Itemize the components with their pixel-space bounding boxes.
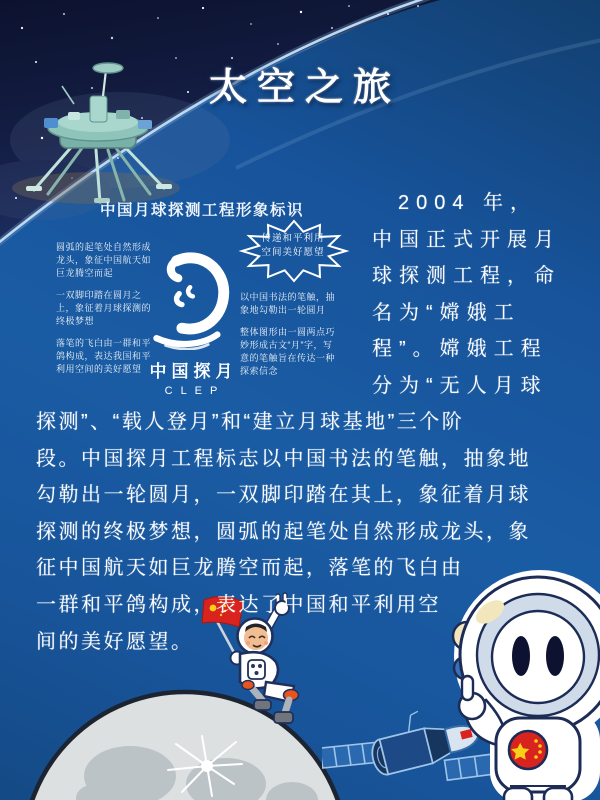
poster-title: 太空之旅: [208, 67, 401, 109]
mascot-leg-left: [504, 788, 532, 800]
text-line: 中国正式开展月: [372, 228, 561, 251]
note-text: 一双脚印踏在圆月之上，象征着月球探测的终极梦想: [56, 290, 152, 326]
text-line: 球探测工程，命: [372, 265, 561, 288]
text-line: 间的美好愿望。: [36, 630, 194, 653]
note-text: 圆弧的起笔处自然形成龙头，象征中国航天如巨龙腾空而起: [56, 242, 152, 278]
text-line: 探测的终极梦想，圆弧的起笔处自然形成龙头，象: [36, 520, 531, 543]
identity-heading: 中国月球探测工程形象标识: [100, 202, 305, 219]
text-line: 一群和平鸽构成，表达了中国和平利用空: [36, 593, 441, 616]
clep-logo-name-cn: 中国探月: [149, 362, 238, 381]
message-burst: [236, 216, 350, 288]
burst-line: 空间美好愿望: [261, 247, 325, 258]
text-line: 征中国航天如巨龙腾空而起，落笔的飞白由: [36, 557, 464, 580]
text-line: 程”。嫦娥工程: [372, 338, 548, 361]
clep-logo-name-en: CLEP: [164, 385, 226, 397]
note-text: 落笔的飞白由一群和平鸽构成，表达我国和平利用空间的美好愿望: [56, 338, 152, 374]
text-line: 分为“无人月球: [372, 374, 548, 397]
paragraph-column: [372, 185, 577, 405]
text-line: 勾勒出一轮圆月，一双脚印踏在其上，象征着月球: [36, 484, 531, 507]
text-line: 探测”、“载人登月”和“建立月球基地”三个阶: [36, 411, 465, 433]
mascot-leg-right: [544, 788, 572, 800]
text-line: 段。中国探月工程标志以中国书法的笔触，抽象地: [36, 447, 531, 470]
logo-right-notes: [240, 291, 340, 387]
paragraph-full: [36, 404, 581, 660]
clep-crescent-icon: [143, 250, 239, 350]
mascot-body: [496, 718, 580, 800]
burst-text: [236, 232, 350, 260]
note-text: 整体图形由一圆两点巧妙形成古文“月”字，写意的笔触旨在传达一种探索信念: [240, 327, 336, 376]
text-line: 2004 年，: [398, 192, 538, 214]
note-text: 以中国书法的笔触，抽象地勾勒出一轮圆月: [240, 292, 336, 315]
clep-logo: [140, 250, 242, 397]
burst-line: 传递和平利用: [261, 233, 325, 244]
text-line: 名为“嫦娥工: [372, 301, 521, 324]
